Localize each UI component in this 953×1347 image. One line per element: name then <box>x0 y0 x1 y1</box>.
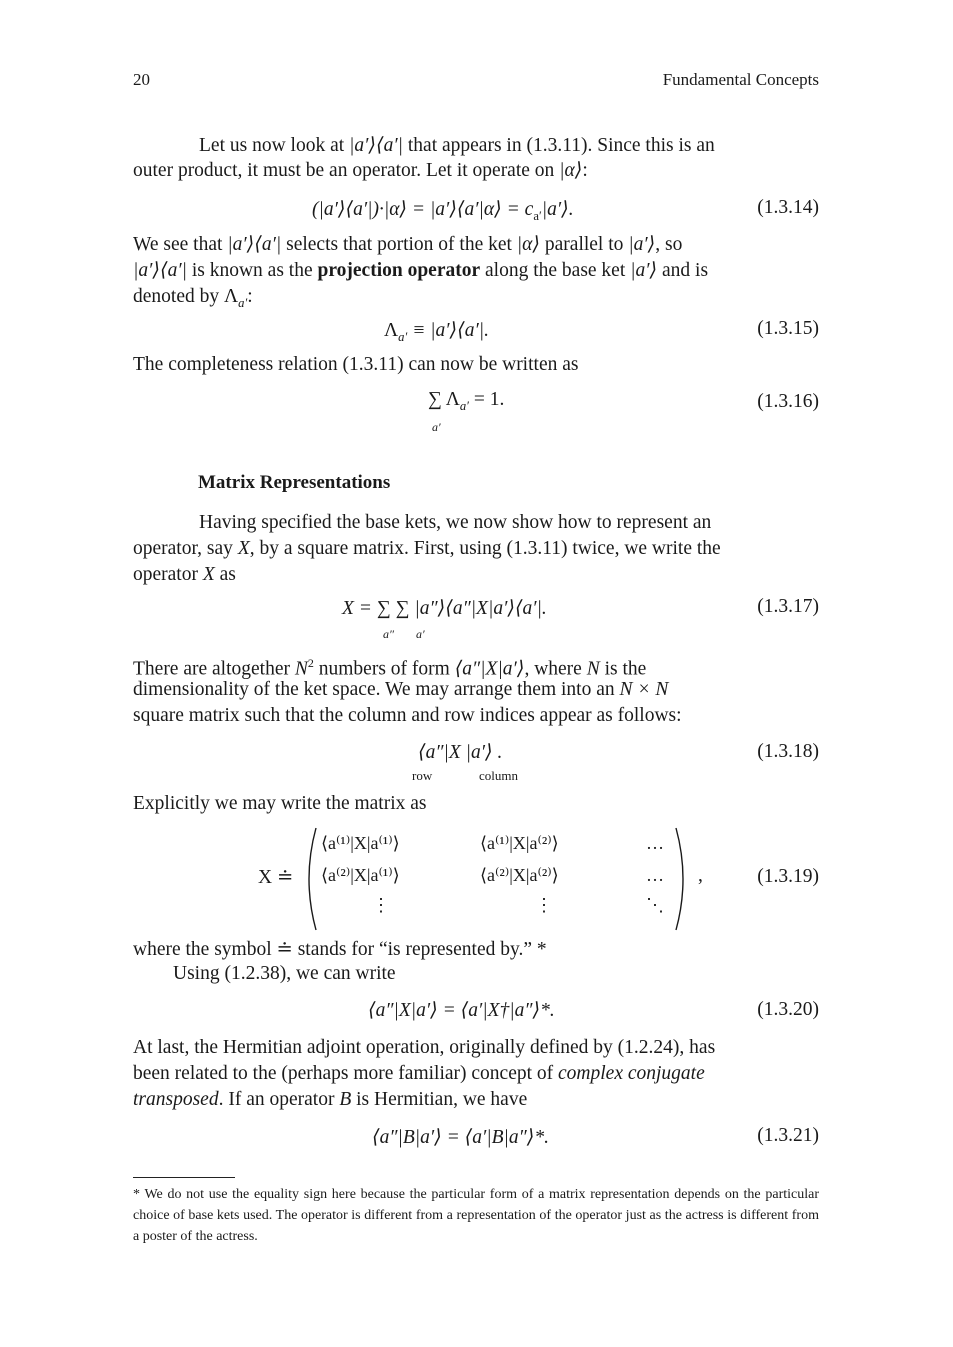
column-label: column <box>479 768 518 783</box>
equation-1-3-18 <box>418 740 502 764</box>
sum-index: a′ <box>416 627 425 641</box>
text: been related to the (perhaps more familiar) concept of <box>133 1063 559 1084</box>
paragraph-5-line-3: square matrix such that the column and row indices appear as follows: <box>133 705 682 726</box>
math: N <box>294 658 308 680</box>
text: , by a square matrix. First, using (1.3.11) twice, we write the <box>249 538 721 559</box>
equation-number: (1.3.16) <box>757 391 819 412</box>
paragraph-9-line-2 <box>133 1061 819 1087</box>
math: X = ∑ ∑ |a″⟩⟨a″|X|a′⟩⟨a′|. <box>342 598 547 619</box>
equation-1-3-16 <box>428 389 504 414</box>
paragraph-1 <box>133 133 819 159</box>
paragraph-9: At last, the Hermitian adjoint operation, originally defined by (1.2.24), has <box>133 1037 716 1058</box>
footnote: * We do not use the equality sign here because the particular form of a matrix representation depends on the particular choice of base kets used. The operator is different from a representation of the operator just as the actress is different from a poster of the actress. <box>133 1187 819 1244</box>
subscript: a′ <box>459 398 469 413</box>
math: |a′⟩ <box>630 260 658 281</box>
math: |a′⟩. <box>541 199 574 220</box>
paragraph-3: The completeness relation (1.3.11) can now be written as <box>133 354 579 375</box>
text: numbers of form <box>313 658 455 680</box>
equation-1-3-14 <box>312 197 574 224</box>
text: outer product, it must be an operator. Let it operate on <box>133 160 560 181</box>
text: , so <box>655 234 683 255</box>
math: |α⟩ <box>559 160 583 181</box>
text: . If an operator <box>218 1089 340 1110</box>
math: |a′⟩ <box>628 234 656 255</box>
math: ≡ |a′⟩⟨a′|. <box>407 320 490 341</box>
paragraph-2 <box>133 232 819 258</box>
paragraph-4: Having specified the base kets, we now show how to represent an <box>199 512 712 533</box>
equation-1-3-15 <box>384 318 489 345</box>
text: We see that <box>133 234 228 255</box>
equation-number: (1.3.17) <box>757 596 819 617</box>
math: ⟨a″|X|a′⟩ = ⟨a′|X†|a″⟩*. <box>368 1000 555 1021</box>
text: dimensionality of the ket space. We may arrange them into an <box>133 679 620 700</box>
paragraph-9-line-3 <box>133 1087 819 1113</box>
math: N <box>586 658 600 680</box>
text: There are altogether <box>133 658 295 680</box>
text: and is <box>657 260 709 281</box>
text: along the base ket <box>480 260 631 281</box>
math: Λ <box>384 320 399 341</box>
subscript: a′ <box>533 208 542 223</box>
math: (|a′⟩⟨a′|)·|α⟩ = |a′⟩⟨a′|α⟩ = c <box>312 199 534 220</box>
paragraph-2-line-2 <box>133 258 819 284</box>
paragraph-4-line-3 <box>133 562 819 588</box>
matrix-lhs: X ≐ <box>258 867 294 888</box>
math: ⟨a″|X |a′⟩ . <box>418 742 503 763</box>
equation-number: (1.3.21) <box>757 1125 819 1146</box>
matrix-cell: ⋮ <box>372 895 390 915</box>
equation-number: (1.3.15) <box>757 318 819 339</box>
page-number: 20 <box>133 70 150 89</box>
equation-number: (1.3.20) <box>757 999 819 1020</box>
paragraph-4-line-2 <box>133 536 819 562</box>
equation-1-3-17 <box>342 596 547 620</box>
matrix-cell: … <box>646 833 664 853</box>
sum-index: a″ <box>383 627 394 641</box>
math: |α⟩ <box>516 234 541 255</box>
math: |a′⟩⟨a′| <box>227 234 282 255</box>
bold-term: projection operator <box>317 260 481 281</box>
paragraph-5-line-2 <box>133 677 819 703</box>
math: X <box>202 564 215 585</box>
text: , where <box>524 658 587 680</box>
italic-term: transposed <box>133 1089 219 1110</box>
matrix-cell: ⋮ <box>535 895 553 915</box>
superscript: 2 <box>307 656 314 670</box>
footnote-rule <box>133 1177 235 1178</box>
math: B <box>339 1089 352 1110</box>
equation-1-3-21 <box>372 1125 549 1149</box>
text: Let us now look at <box>199 135 350 156</box>
paragraph-6: Explicitly we may write the matrix as <box>133 793 427 814</box>
equation-number: (1.3.18) <box>757 741 819 762</box>
section-heading: Matrix Representations <box>198 472 391 493</box>
matrix-cell: ⟨a⁽¹⁾|X|a⁽²⁾⟩ <box>480 833 559 853</box>
right-paren <box>672 826 692 932</box>
equation-number: (1.3.19) <box>757 866 819 887</box>
text: operator <box>133 564 203 585</box>
math: N × N <box>619 679 669 700</box>
matrix-cell: ⋱ <box>646 895 664 915</box>
paragraph-8: Using (1.2.38), we can write <box>173 963 396 984</box>
text: is known as the <box>186 260 318 281</box>
matrix-cell: ⟨a⁽²⁾|X|a⁽¹⁾⟩ <box>321 865 400 885</box>
math: X <box>237 538 250 559</box>
text: is the <box>599 658 647 680</box>
text: selects that portion of the ket <box>281 234 517 255</box>
matrix-cell: ⟨a⁽²⁾|X|a⁽²⁾⟩ <box>480 865 559 885</box>
paragraph-1-line-2 <box>133 158 819 184</box>
text: operator, say <box>133 538 238 559</box>
paragraph-2-line-3 <box>133 284 819 316</box>
subscript: a′ <box>238 295 248 310</box>
subscript: a′ <box>398 329 408 344</box>
text: : <box>247 286 253 307</box>
math: ⟨a″|X|a′⟩ <box>454 658 525 680</box>
text: that appears in (1.3.11). Since this is an <box>403 135 715 156</box>
text: as <box>214 564 236 585</box>
math: |a′⟩⟨a′| <box>133 260 187 281</box>
equation-number: (1.3.14) <box>757 197 819 218</box>
text: is Hermitian, we have <box>351 1089 528 1110</box>
text: parallel to <box>540 234 629 255</box>
equation-1-3-20 <box>368 998 555 1022</box>
math: ∑ Λ <box>428 389 460 410</box>
paragraph-7: where the symbol ≐ stands for “is represented by.” * <box>133 939 547 960</box>
sum-index: a′ <box>432 420 441 434</box>
text: denoted by Λ <box>133 286 239 307</box>
math: |a′⟩⟨a′| <box>349 135 403 156</box>
matrix-cell: ⟨a⁽¹⁾|X|a⁽¹⁾⟩ <box>321 833 400 853</box>
running-title: Fundamental Concepts <box>662 70 819 89</box>
left-paren <box>300 826 320 932</box>
row-label: row <box>412 768 433 783</box>
math: ⟨a″|B|a′⟩ = ⟨a′|B|a″⟩*. <box>372 1127 550 1148</box>
math: = 1. <box>468 389 505 410</box>
text: : <box>582 160 588 181</box>
matrix-comma: , <box>698 865 703 886</box>
matrix-cell: … <box>646 865 664 885</box>
italic-term: complex conjugate <box>558 1063 705 1084</box>
